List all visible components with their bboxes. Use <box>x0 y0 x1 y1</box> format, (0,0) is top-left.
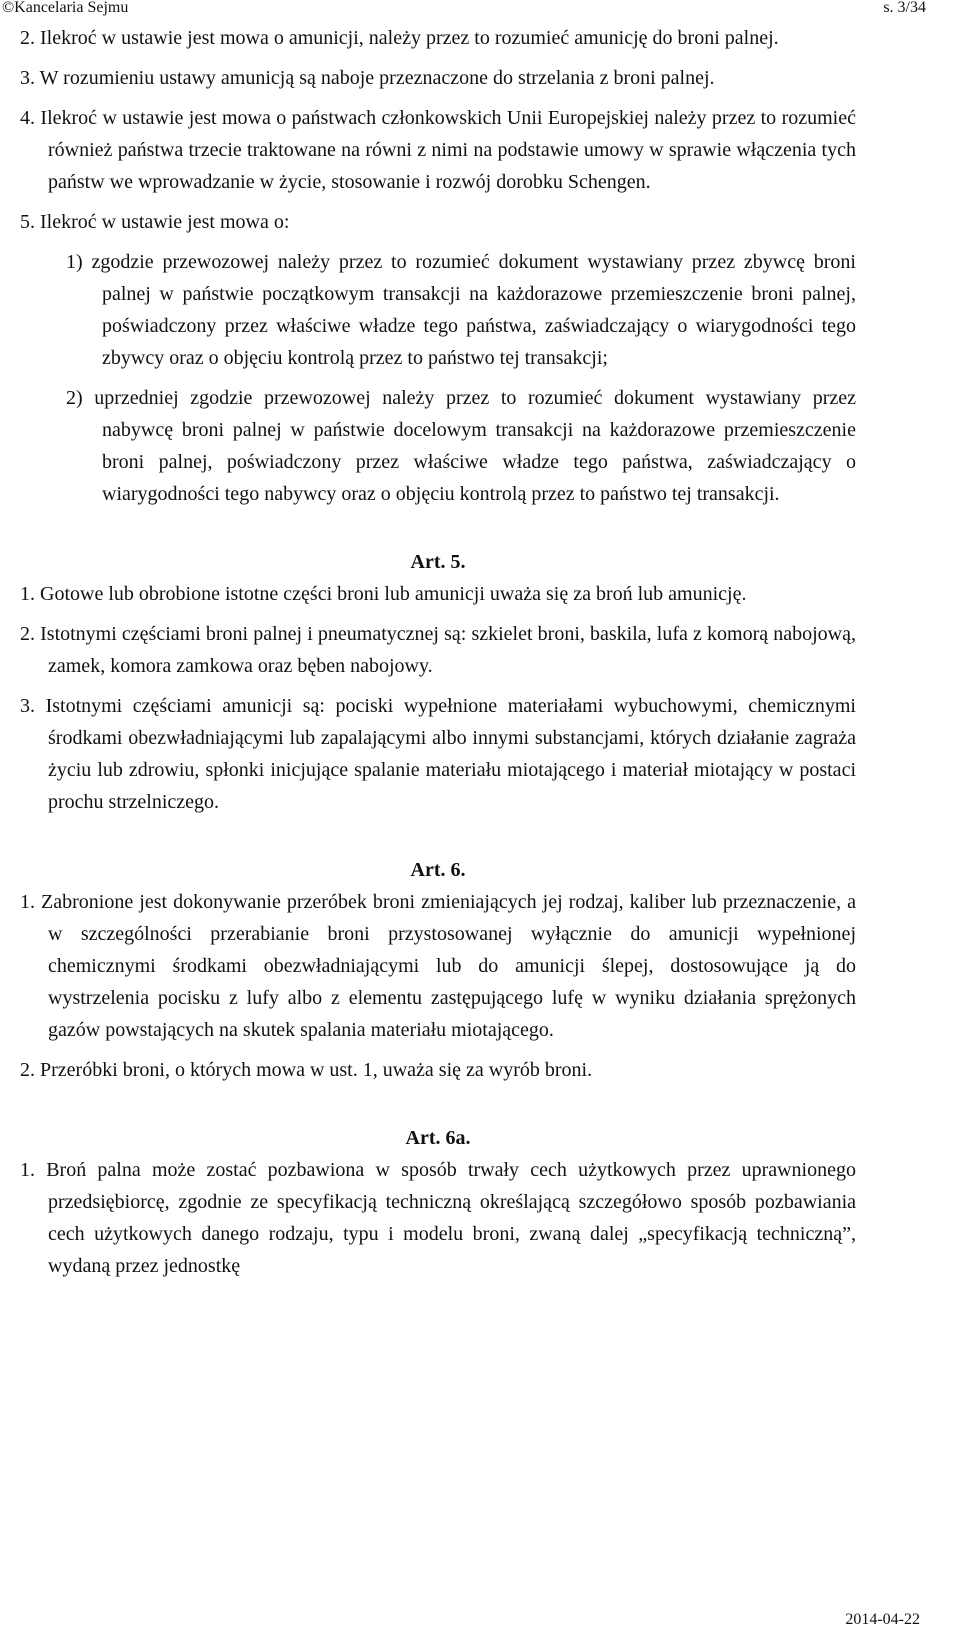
paragraph-2: 2. Ilekroć w ustawie jest mowa o amunicji, należy przez to rozumieć amunicję do broni palnej. <box>20 27 779 49</box>
paragraph-3: 3. W rozumieniu ustawy amunicją są naboje przeznaczone do strzelania z broni palnej. <box>20 67 715 89</box>
paragraph-5-item-2: 2) uprzedniej zgodzie przewozowej należy przez to rozumieć dokument wystawiany przez nabywcę broni palnej w państwie docelowym transakcji na każdorazowe przemieszczenie broni palnej, poświadczony przez właściwe władze tego państwa, zaświadczający o wiarygodności tego nabywcy oraz o objęciu kontrolą przez to państwo tej transakcji. <box>66 387 856 505</box>
article-5-paragraph-2: 2. Istotnymi częściami broni palnej i pneumatycznej są: szkielet broni, baskila, lufa z komorą nabojową, zamek, komora zamkowa oraz bęben nabojowy. <box>20 623 856 677</box>
page-number: s. 3/34 <box>883 0 926 16</box>
paragraph-4: 4. Ilekroć w ustawie jest mowa o państwach członkowskich Unii Europejskiej należy przez to rozumieć również państwa trzecie traktowane na równi z nimi na podstawie umowy w sprawie włączenia tych państw we wprowadzanie w życie, stosowanie i rozwój dorobku Schengen. <box>20 107 856 193</box>
article-6-title: Art. 6. <box>410 859 466 881</box>
document-date: 2014-04-22 <box>845 1611 920 1628</box>
article-5-title: Art. 5. <box>410 551 466 573</box>
paragraph-5: 5. Ilekroć w ustawie jest mowa o: <box>20 211 290 233</box>
document-body <box>20 22 856 1282</box>
article-6a-title: Art. 6a. <box>405 1127 471 1149</box>
article-5-paragraph-1: 1. Gotowe lub obrobione istotne części broni lub amunicji uważa się za broń lub amunicję. <box>20 583 747 605</box>
article-6-paragraph-1: 1. Zabronione jest dokonywanie przeróbek broni zmieniających jej rodzaj, kaliber lub przeznaczenie, a w szczególności przerabianie broni przystosowanej wyłącznie do amunicji wypełnionej chemicznymi środkami obezwładniającymi lub do amunicji ślepej, dostosowujące ją do wystrzelenia pocisku z lufy albo z elementu zastępującego lufę w wyniku działania sprężonych gazów powstających na skutek spalania materiału miotającego. <box>20 891 856 1041</box>
article-6-paragraph-2: 2. Przeróbki broni, o których mowa w ust. 1, uważa się za wyrób broni. <box>20 1059 593 1081</box>
article-5-paragraph-3: 3. Istotnymi częściami amunicji są: pociski wypełnione materiałami wybuchowymi, chemicznymi środkami obezwładniającymi lub zapalającymi albo innymi substancjami, których działanie zagraża życiu lub zdrowiu, spłonki inicjujące spalanie materiału miotającego i materiał miotający w postaci prochu strzelniczego. <box>20 695 856 813</box>
paragraph-5-item-1: 1) zgodzie przewozowej należy przez to rozumieć dokument wystawiany przez zbywcę broni palnej w państwie początkowym transakcji na każdorazowe przemieszczenie broni palnej, poświadczony przez właściwe władze tego państwa, zaświadczający o wiarygodności tego zbywcy oraz o objęciu kontrolą przez to państwo tej transakcji; <box>66 251 856 369</box>
copyright-notice: ©Kancelaria Sejmu <box>2 0 129 16</box>
article-6a-paragraph-1: 1. Broń palna może zostać pozbawiona w sposób trwały cech użytkowych przez uprawnionego przedsiębiorcę, zgodnie ze specyfikacją techniczną określającą szczegółowo sposób pozbawiania cech użytkowych danego rodzaju, typu i modelu broni, zwaną dalej „specyfikacją techniczną”, wydaną przez jednostkę <box>20 1159 856 1277</box>
